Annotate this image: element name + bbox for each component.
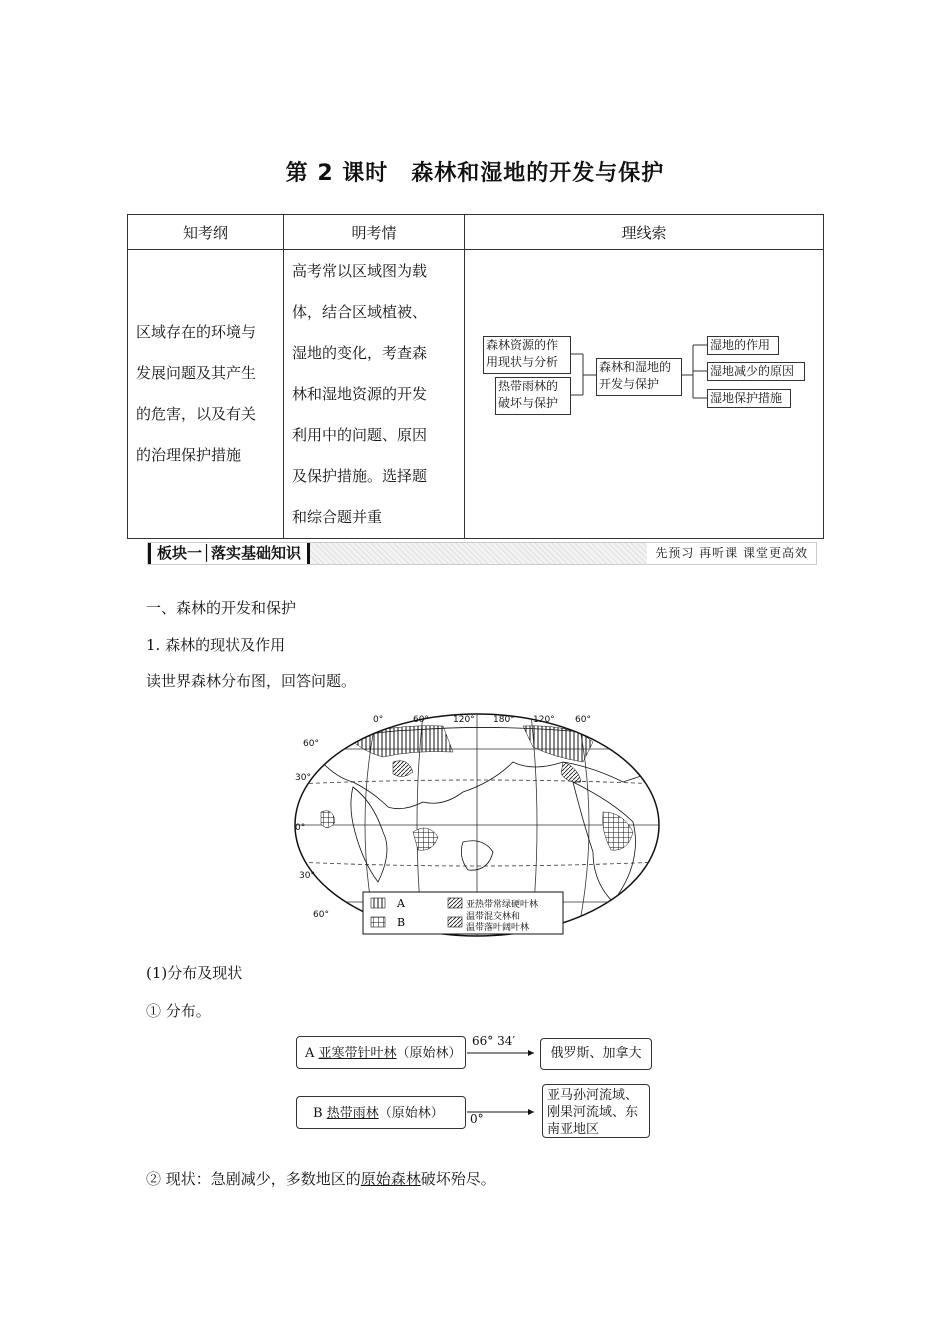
label-b: B bbox=[313, 1106, 327, 1121]
text-line: 用现状与分析 bbox=[486, 355, 559, 369]
box-a-result: 俄罗斯、加拿大 bbox=[540, 1038, 652, 1070]
section-heading: 一、森林的开发和保护 bbox=[146, 599, 297, 617]
lat-label: 60° bbox=[313, 910, 329, 920]
clue-box-forest-status bbox=[483, 336, 571, 374]
legend-subtropical: 亚热带常绿硬叶林 bbox=[466, 900, 539, 910]
clue-map bbox=[465, 250, 823, 538]
box-b-result bbox=[542, 1084, 650, 1138]
text-line: 利用中的问题、原因 bbox=[292, 425, 428, 444]
page-title: 第 2 课时 森林和湿地的开发与保护 bbox=[285, 161, 665, 186]
text-line: 开发与保护 bbox=[599, 377, 660, 391]
text-line: 发展问题及其产生 bbox=[136, 364, 257, 382]
section-banner bbox=[147, 542, 817, 565]
clue-map-cell bbox=[465, 250, 824, 539]
text-line: 的治理保护措施 bbox=[136, 446, 242, 464]
text-line: 湿地的变化，考查森 bbox=[292, 343, 428, 362]
text-line: 林和湿地资源的开发 bbox=[292, 384, 428, 403]
text-line: 破坏与保护 bbox=[498, 396, 559, 410]
status-text bbox=[146, 1168, 496, 1189]
text-line: 体，结合区域植被、 bbox=[292, 302, 428, 321]
world-map-drawing bbox=[293, 712, 661, 938]
text-line: 和综合题并重 bbox=[292, 507, 383, 526]
lat-label: 30° bbox=[295, 773, 311, 783]
taiga-label: 亚寒带针叶林 bbox=[318, 1046, 397, 1061]
primary-forest-note: （原始林） bbox=[396, 1046, 462, 1061]
clue-box-wetland-role: 湿地的作用 bbox=[707, 336, 779, 355]
lat-label: 60° bbox=[303, 739, 319, 749]
col-header-mingkaoqing: 明考情 bbox=[284, 215, 465, 250]
text-line: 及保护措施。选择题 bbox=[292, 466, 428, 485]
lon-label: 120° bbox=[533, 715, 555, 725]
rainforest-label: 热带雨林 bbox=[326, 1106, 379, 1121]
box-a-taiga bbox=[296, 1036, 466, 1069]
legend-temperate-deciduous: 温带落叶阔叶林 bbox=[466, 923, 530, 933]
sub-heading: (1)分布及现状 bbox=[146, 964, 243, 982]
text-line: 高考常以区域图为载 bbox=[292, 261, 428, 280]
lon-label: 0° bbox=[373, 715, 384, 725]
col-header-lixiansuo: 理线索 bbox=[465, 215, 824, 250]
zhikaogang-cell bbox=[128, 250, 284, 539]
box-b-rainforest bbox=[296, 1096, 466, 1129]
label-a: A bbox=[305, 1046, 319, 1061]
col-header-zhikaogang: 知考纲 bbox=[128, 215, 284, 250]
lon-label: 60° bbox=[575, 715, 591, 725]
status-keyword: 原始森林 bbox=[360, 1170, 421, 1188]
text-line: 森林和湿地的 bbox=[599, 360, 672, 374]
clue-box-center bbox=[596, 358, 682, 396]
item-heading: 1. 森林的现状及作用 bbox=[146, 636, 286, 654]
clue-box-wetland-decline: 湿地减少的原因 bbox=[707, 362, 805, 381]
status-prefix: ② 现状：急剧减少，多数地区的 bbox=[146, 1170, 361, 1188]
lat-label: 0° bbox=[295, 823, 306, 833]
mingkaoqing-cell bbox=[284, 250, 465, 539]
instruction-text: 读世界森林分布图，回答问题。 bbox=[146, 672, 357, 690]
equator-label: 0° bbox=[470, 1112, 484, 1126]
sub-sub-heading: ① 分布。 bbox=[146, 1002, 211, 1020]
text-line: 南亚地区 bbox=[547, 1122, 600, 1137]
distribution-diagram bbox=[296, 1032, 656, 1142]
banner-slogan: 先预习 再听课 课堂更高效 bbox=[647, 543, 816, 564]
text-line: 森林资源的作 bbox=[486, 338, 559, 352]
arctic-circle-label: 66° 34′ bbox=[472, 1034, 516, 1048]
legend-b: B bbox=[397, 916, 406, 929]
lon-label: 120° bbox=[453, 715, 475, 725]
lon-label: 60° bbox=[413, 715, 429, 725]
text-line: 亚马孙河流域、 bbox=[547, 1088, 639, 1103]
clue-box-rainforest bbox=[495, 377, 571, 415]
status-suffix: 破坏殆尽。 bbox=[420, 1170, 496, 1188]
text-line: 热带雨林的 bbox=[498, 379, 559, 393]
text-line: 区域存在的环境与 bbox=[136, 323, 257, 341]
lon-label: 180° bbox=[493, 715, 515, 725]
outline-table bbox=[127, 214, 824, 539]
text-line: 的危害，以及有关 bbox=[136, 405, 257, 423]
text-line: 刚果河流域、东 bbox=[547, 1105, 639, 1120]
legend-a: A bbox=[397, 897, 405, 910]
lat-label: 30° bbox=[299, 871, 315, 881]
banner-title: 板块一│落实基础知识 bbox=[148, 543, 310, 564]
primary-forest-note: （原始林） bbox=[378, 1106, 444, 1121]
world-forest-map bbox=[293, 712, 661, 938]
legend-temperate-mixed: 温带混交林和 bbox=[466, 912, 521, 922]
clue-box-wetland-protection: 湿地保护措施 bbox=[707, 389, 791, 408]
